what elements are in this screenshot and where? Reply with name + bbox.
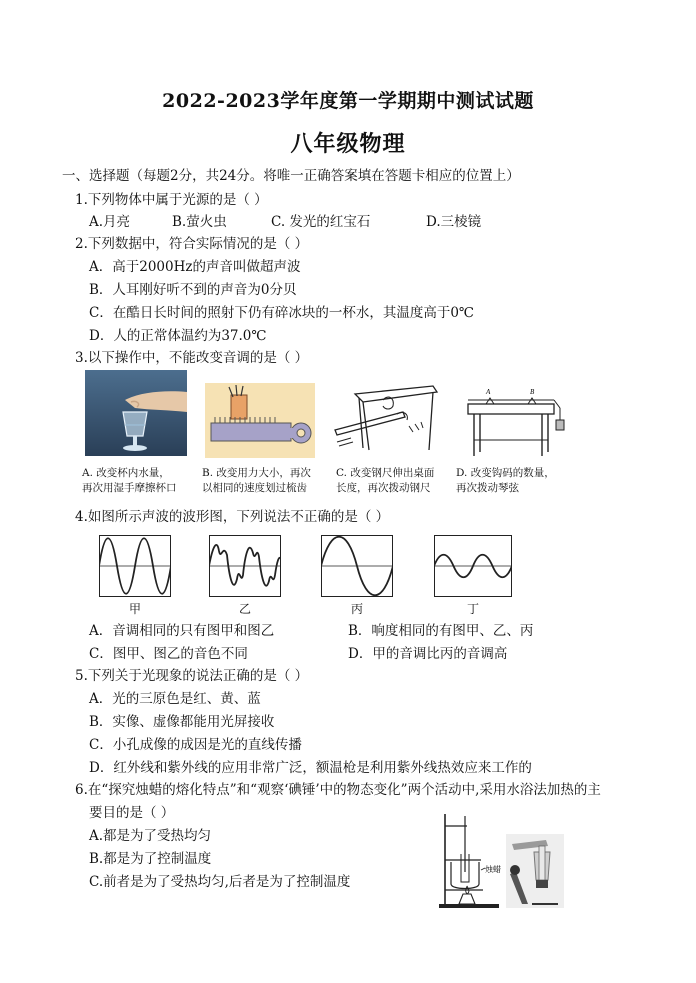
figure-ruler — [333, 380, 445, 460]
q1-option-a: A.月亮 — [89, 214, 131, 230]
exam-title: 2022-2023学年度第一学期期中测试试题 — [162, 90, 534, 112]
q2-option-c: C．在酷日长时间的照射下仍有碎冰块的一杯水，其温度高于0℃ — [89, 305, 475, 321]
waveform-yi — [209, 535, 281, 597]
q3-caption-d-line2: 再次拨动琴弦 — [456, 482, 519, 494]
q2-option-d: D．人的正常体温约为37.0℃ — [89, 328, 267, 344]
figure-label-wax: 烛蜡 — [485, 865, 501, 874]
q3-caption-a-line2: 再次用湿手摩擦杯口 — [82, 482, 177, 494]
figure-comb — [205, 383, 315, 458]
q1-option-b: B.萤火虫 — [172, 214, 227, 230]
waveform-label-jia: 甲 — [128, 602, 141, 616]
q5-option-b: B．实像、虚像都能用光屏接收 — [89, 714, 275, 730]
q4-option-c: C．图甲、图乙的音色不同 — [89, 646, 248, 662]
figure-label-a: A — [486, 388, 491, 396]
figure-water-bath — [437, 810, 509, 910]
q5-option-c: C．小孔成像的成因是光的直线传播 — [89, 737, 302, 753]
q3-caption-d-line1: D. 改变钩码的数量， — [456, 467, 555, 479]
q2-option-b: B．人耳刚好听不到的声音为0分贝 — [89, 282, 297, 298]
q6-option-a: A.都是为了受热均匀 — [89, 828, 212, 844]
waveform-jia — [99, 535, 171, 597]
q2-stem: 2.下列数据中，符合实际情况的是（ ） — [75, 236, 309, 252]
figure-label-b: B — [530, 388, 535, 396]
q3-caption-b-line2: 以相同的速度划过梳齿 — [202, 482, 307, 494]
q4-option-a: A．音调相同的只有图甲和图乙 — [89, 623, 275, 639]
section-heading: 一、选择题（每题2分，共24分。将唯一正确答案填在答题卡相应的位置上） — [62, 168, 520, 184]
q1-option-d: D.三棱镜 — [426, 214, 482, 230]
q5-stem: 5.下列关于光现象的说法正确的是（ ） — [75, 668, 309, 684]
q3-stem: 3.以下操作中，不能改变音调的是（ ） — [75, 350, 309, 366]
q1-stem: 1.下列物体中属于光源的是（ ） — [75, 192, 268, 208]
q4-option-b: B．响度相同的有图甲、乙、丙 — [348, 623, 534, 639]
q3-caption-a-line1: A. 改变杯内水量， — [82, 467, 170, 479]
waveform-label-bing: 丙 — [350, 602, 363, 616]
figure-iodine-hammer-photo — [506, 834, 564, 908]
q6-stem-line2: 要目的是（ ） — [89, 805, 175, 821]
q5-option-a: A．光的三原色是红、黄、蓝 — [89, 691, 261, 707]
q4-option-d: D．甲的音调比丙的音调高 — [348, 646, 508, 662]
q6-option-c: C.前者是为了受热均匀,后者是为了控制温度 — [89, 874, 351, 890]
q6-stem-line1: 6.在“探究烛蜡的熔化特点”和“观察‘碘锤’中的物态变化”两个活动中,采用水浴法加热的主 — [75, 782, 601, 798]
waveform-bing — [321, 535, 393, 597]
figure-glass-photo — [85, 370, 187, 456]
figure-monochord — [460, 382, 570, 460]
q3-caption-c-line2: 长度，再次拨动钢尺 — [336, 482, 431, 494]
q5-option-d: D．红外线和紫外线的应用非常广泛，额温枪是利用紫外线热效应来工作的 — [89, 760, 532, 776]
waveform-ding — [434, 535, 512, 597]
waveform-label-yi: 乙 — [238, 602, 251, 616]
q2-option-a: A．高于2000Hz的声音叫做超声波 — [89, 259, 301, 275]
exam-subtitle: 八年级物理 — [290, 131, 406, 157]
q3-caption-b-line1: B. 改变用力大小，再次 — [202, 467, 311, 479]
q1-option-c: C. 发光的红宝石 — [271, 214, 371, 230]
waveform-label-ding: 丁 — [466, 602, 479, 616]
q4-stem: 4.如图所示声波的波形图，下列说法不正确的是（ ） — [75, 509, 390, 525]
q6-option-b: B.都是为了控制温度 — [89, 851, 212, 867]
q3-caption-c-line1: C. 改变钢尺伸出桌面 — [336, 467, 435, 479]
